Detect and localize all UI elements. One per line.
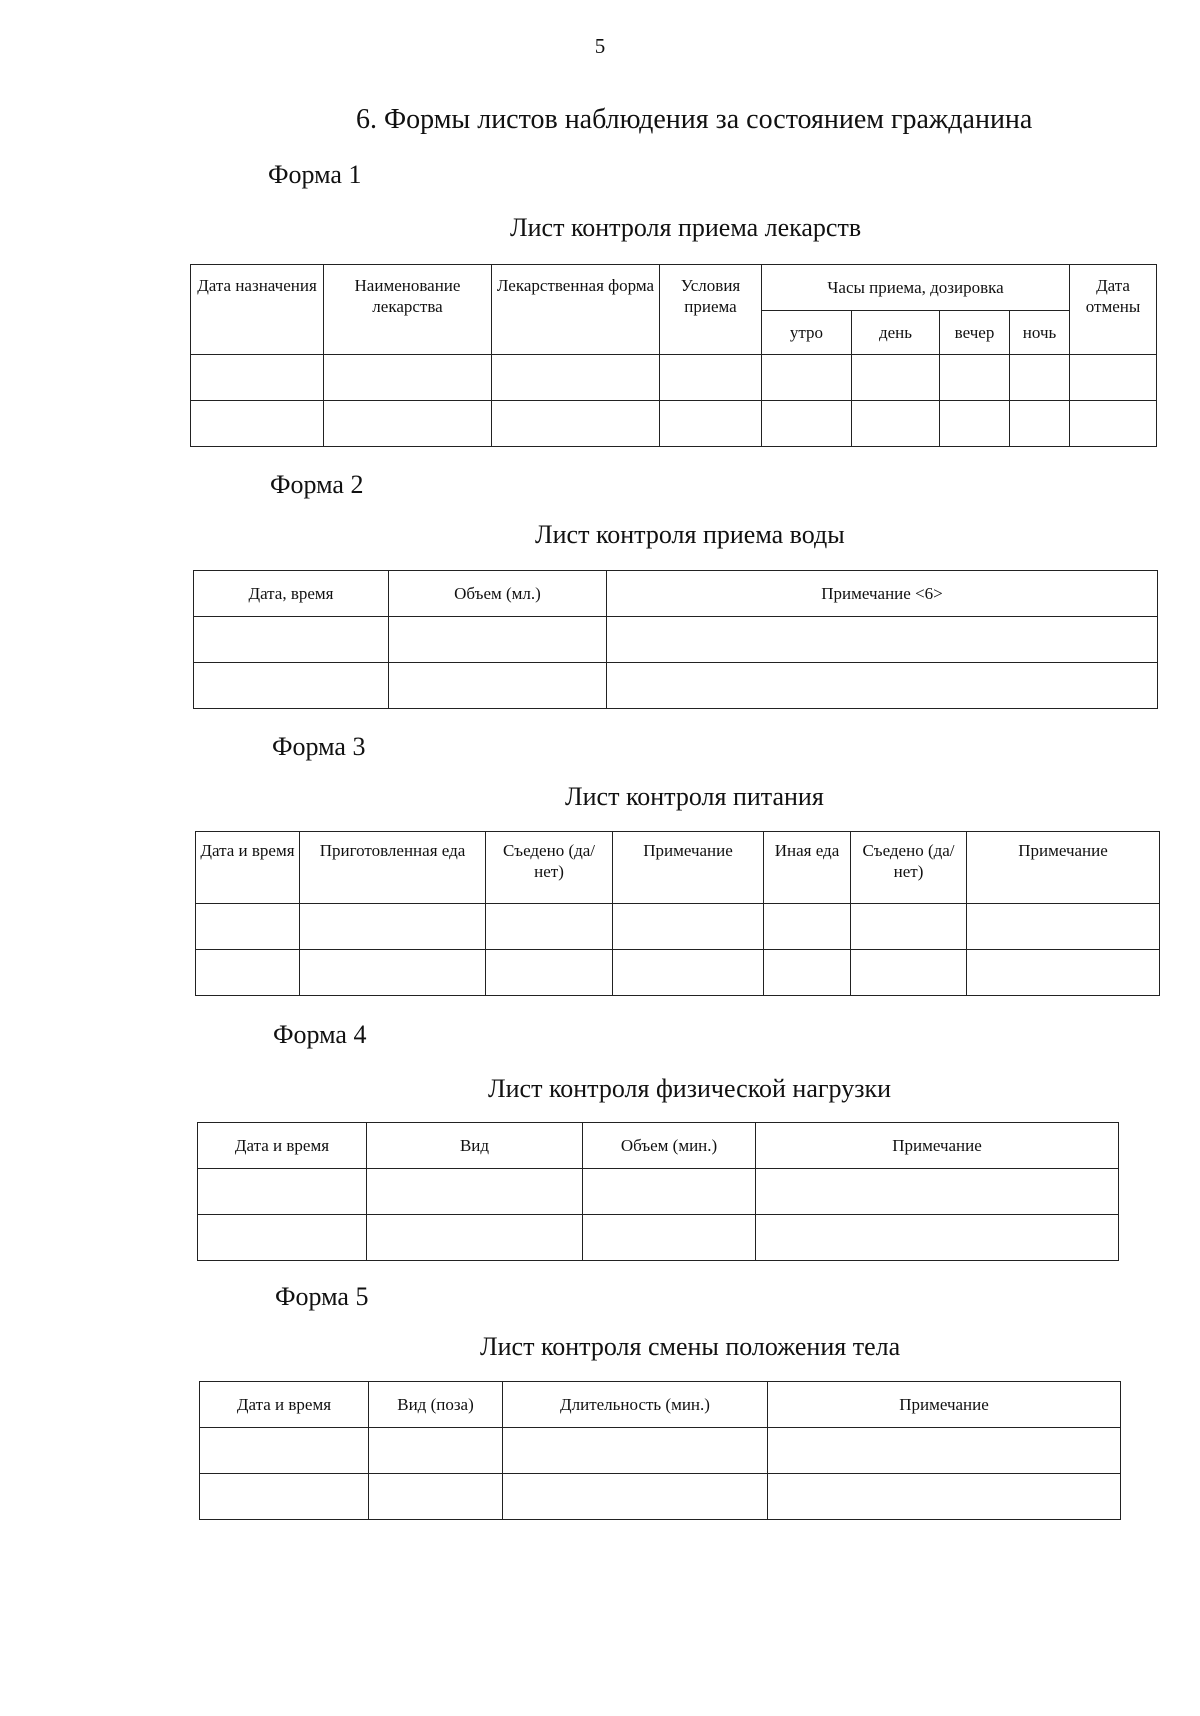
table-row bbox=[200, 1428, 1121, 1474]
header-cell: Дата и время bbox=[196, 832, 300, 904]
header-cell: Вид (поза) bbox=[369, 1382, 503, 1428]
table-cell[interactable] bbox=[191, 355, 324, 401]
header-cell: Примечание bbox=[756, 1123, 1119, 1169]
table-cell[interactable] bbox=[486, 950, 613, 996]
header-cell: Съедено (да/нет) bbox=[486, 832, 613, 904]
table-cell[interactable] bbox=[607, 617, 1158, 663]
table-cell[interactable] bbox=[1010, 355, 1070, 401]
header-cell: Примечание bbox=[613, 832, 764, 904]
table-cell[interactable] bbox=[198, 1215, 367, 1261]
table-cell[interactable] bbox=[613, 904, 764, 950]
table-cell[interactable] bbox=[967, 950, 1160, 996]
header-evening: вечер bbox=[940, 311, 1010, 355]
table-row bbox=[191, 401, 1157, 447]
table-cell[interactable] bbox=[660, 355, 762, 401]
header-date-assigned: Дата назначения bbox=[191, 265, 324, 355]
table-row bbox=[191, 355, 1157, 401]
table-row bbox=[200, 1474, 1121, 1520]
table-cell[interactable] bbox=[191, 401, 324, 447]
table-cell[interactable] bbox=[367, 1215, 583, 1261]
table-cell[interactable] bbox=[198, 1169, 367, 1215]
table-cell[interactable] bbox=[768, 1474, 1121, 1520]
form-2-label: Форма 2 bbox=[270, 470, 364, 499]
table-cell[interactable] bbox=[367, 1169, 583, 1215]
table-cell[interactable] bbox=[486, 904, 613, 950]
header-cell: Съедено (да/нет) bbox=[851, 832, 967, 904]
header-morning: утро bbox=[762, 311, 852, 355]
table-cell[interactable] bbox=[762, 355, 852, 401]
table-cell[interactable] bbox=[967, 904, 1160, 950]
header-night: ночь bbox=[1010, 311, 1070, 355]
table-cell[interactable] bbox=[613, 950, 764, 996]
table-row bbox=[194, 617, 1158, 663]
header-cell: Дата и время bbox=[200, 1382, 369, 1428]
table-cell[interactable] bbox=[200, 1428, 369, 1474]
table-cell[interactable] bbox=[369, 1428, 503, 1474]
table-row bbox=[198, 1215, 1119, 1261]
form-4-label: Форма 4 bbox=[273, 1020, 367, 1049]
form-5-title: Лист контроля смены положения тела bbox=[480, 1332, 901, 1361]
header-cell: Дата и время bbox=[198, 1123, 367, 1169]
table-cell[interactable] bbox=[1010, 401, 1070, 447]
table-row bbox=[194, 663, 1158, 709]
table-cell[interactable] bbox=[852, 401, 940, 447]
header-dosage-form: Лекарственная форма bbox=[492, 265, 660, 355]
table-cell[interactable] bbox=[194, 663, 389, 709]
form-3-title: Лист контроля питания bbox=[565, 782, 824, 811]
section-title: 6. Формы листов наблюдения за состоянием гражданина bbox=[356, 104, 1033, 135]
table-cell[interactable] bbox=[851, 950, 967, 996]
table-cell[interactable] bbox=[764, 904, 851, 950]
body-position-table bbox=[199, 1381, 1121, 1520]
medication-control-table bbox=[190, 264, 1157, 447]
header-cell: Иная еда bbox=[764, 832, 851, 904]
header-cell: Дата, время bbox=[194, 571, 389, 617]
header-hours-group: Часы приема, дозировка bbox=[762, 265, 1070, 311]
table-cell[interactable] bbox=[300, 904, 486, 950]
table-cell[interactable] bbox=[660, 401, 762, 447]
table-cell[interactable] bbox=[389, 617, 607, 663]
table-cell[interactable] bbox=[940, 355, 1010, 401]
form-1-label: Форма 1 bbox=[268, 160, 362, 189]
table-cell[interactable] bbox=[200, 1474, 369, 1520]
table-cell[interactable] bbox=[1070, 355, 1157, 401]
table-cell[interactable] bbox=[756, 1215, 1119, 1261]
table-cell[interactable] bbox=[1070, 401, 1157, 447]
table-cell[interactable] bbox=[324, 401, 492, 447]
header-cell: Примечание <6> bbox=[607, 571, 1158, 617]
header-cell: Вид bbox=[367, 1123, 583, 1169]
header-cell: Примечание bbox=[768, 1382, 1121, 1428]
form-3-label: Форма 3 bbox=[272, 732, 366, 761]
table-cell[interactable] bbox=[503, 1428, 768, 1474]
header-date-cancel: Дата отмены bbox=[1070, 265, 1157, 355]
table-row bbox=[198, 1169, 1119, 1215]
form-5-label: Форма 5 bbox=[275, 1282, 369, 1311]
header-day: день bbox=[852, 311, 940, 355]
header-cell: Приготовленная еда bbox=[300, 832, 486, 904]
table-cell[interactable] bbox=[492, 401, 660, 447]
form-1-title: Лист контроля приема лекарств bbox=[510, 213, 862, 242]
table-cell[interactable] bbox=[852, 355, 940, 401]
header-drug-name: Наименование лекарства bbox=[324, 265, 492, 355]
table-cell[interactable] bbox=[762, 401, 852, 447]
table-row bbox=[196, 904, 1160, 950]
form-4-title: Лист контроля физической нагрузки bbox=[488, 1074, 892, 1103]
table-cell[interactable] bbox=[756, 1169, 1119, 1215]
header-cell: Объем (мл.) bbox=[389, 571, 607, 617]
table-cell[interactable] bbox=[851, 904, 967, 950]
form-2-title: Лист контроля приема воды bbox=[535, 520, 845, 549]
table-cell[interactable] bbox=[768, 1428, 1121, 1474]
header-conditions: Условия приема bbox=[660, 265, 762, 355]
page-number: 5 bbox=[594, 34, 606, 58]
table-cell[interactable] bbox=[764, 950, 851, 996]
header-cell: Объем (мин.) bbox=[583, 1123, 756, 1169]
table-cell[interactable] bbox=[607, 663, 1158, 709]
table-cell[interactable] bbox=[583, 1215, 756, 1261]
table-cell[interactable] bbox=[194, 617, 389, 663]
physical-activity-table bbox=[197, 1122, 1119, 1261]
table-cell[interactable] bbox=[583, 1169, 756, 1215]
table-cell[interactable] bbox=[940, 401, 1010, 447]
nutrition-control-table bbox=[195, 831, 1160, 996]
table-cell[interactable] bbox=[324, 355, 492, 401]
table-cell[interactable] bbox=[369, 1474, 503, 1520]
table-cell[interactable] bbox=[300, 950, 486, 996]
header-cell: Длительность (мин.) bbox=[503, 1382, 768, 1428]
table-cell[interactable] bbox=[389, 663, 607, 709]
table-row bbox=[196, 950, 1160, 996]
table-cell[interactable] bbox=[196, 950, 300, 996]
table-cell[interactable] bbox=[503, 1474, 768, 1520]
table-cell[interactable] bbox=[492, 355, 660, 401]
table-cell[interactable] bbox=[196, 904, 300, 950]
water-intake-table bbox=[193, 570, 1158, 709]
header-cell: Примечание bbox=[967, 832, 1160, 904]
